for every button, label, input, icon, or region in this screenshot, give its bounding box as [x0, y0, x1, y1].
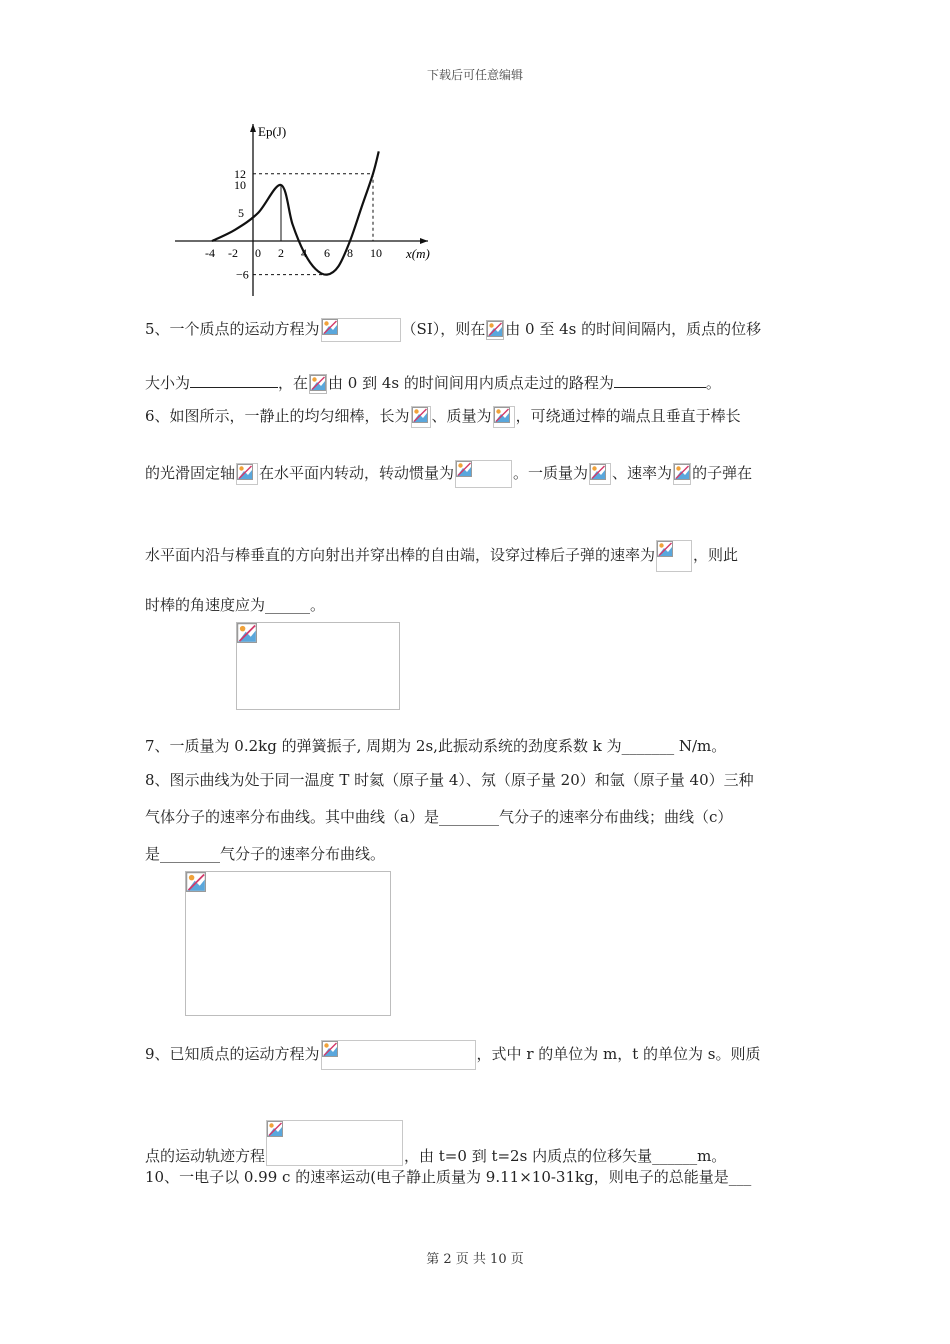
chart-x-label: x(m) — [406, 246, 430, 261]
q6-text-b: 、质量为 — [431, 407, 492, 425]
q9-line-2 — [145, 1120, 726, 1166]
formula-image — [236, 463, 258, 485]
q9-text-c: 点的运动轨迹方程 — [145, 1147, 266, 1165]
q10-line: 10、一电子以 0.99 c 的速率运动(电子静止质量为 9.11×10-31kg，则电子的总能量是___ — [145, 1168, 752, 1186]
q5-text-b: （SI），则在 — [401, 320, 486, 338]
q8-line-3: 是________气分子的速率分布曲线。 — [145, 845, 386, 863]
formula-image — [493, 406, 515, 428]
q5-line-1 — [145, 318, 761, 342]
formula-image — [673, 463, 691, 485]
image-placeholder-icon — [237, 464, 253, 480]
y-tick-label: −6 — [236, 267, 249, 282]
x-tick-label: 10 — [370, 246, 382, 260]
x-tick-label: 2 — [278, 246, 284, 260]
image-placeholder-icon — [186, 872, 206, 892]
image-placeholder-icon — [487, 321, 503, 337]
image-placeholder-icon — [657, 541, 673, 557]
page-header: 下载后可任意编辑 — [426, 68, 523, 82]
q6-line-2 — [145, 460, 752, 488]
x-tick-label: 4 — [301, 246, 307, 260]
y-tick-label: 5 — [238, 206, 244, 220]
q6-text-h: 的子弹在 — [692, 464, 753, 482]
formula-image — [486, 320, 504, 340]
formula-image — [455, 460, 512, 488]
q5-text-e: ，在 — [278, 374, 309, 392]
formula-image — [589, 463, 611, 485]
q6-line-3 — [145, 540, 738, 572]
q8-line-1: 8、图示曲线为处于同一温度 T 时氦（原子量 4）、氖（原子量 20）和氩（原子量 40）三种 — [145, 771, 754, 789]
q9-text-b: ，式中 r 的单位为 m，t 的单位为 s。则质 — [476, 1045, 761, 1063]
formula-image — [656, 540, 692, 572]
chart-y-ticks — [234, 167, 249, 282]
image-placeholder-icon — [412, 407, 428, 423]
x-axis-arrow — [420, 238, 428, 244]
q5-text-c: 由 0 至 4s 的时间间隔内，质点的位移 — [505, 320, 762, 338]
q5-text-f: 由 0 到 4s 的时间间用内质点走过的路程为 — [328, 374, 614, 392]
q6-text-c: ，可绕通过棒的端点且垂直于棒长 — [515, 407, 741, 425]
image-placeholder-icon — [322, 1041, 338, 1057]
x-tick-label: -4 — [205, 246, 215, 260]
q5-line-2 — [145, 372, 721, 394]
page-footer: 第 2 页 共 10 页 — [426, 1252, 524, 1267]
q6-text-e: 在水平面内转动，转动惯量为 — [259, 464, 455, 482]
formula-image — [321, 1040, 476, 1070]
y-tick-label: 12 — [234, 166, 246, 181]
q6-line-4: 时棒的角速度应为______。 — [145, 596, 326, 614]
formula-image — [411, 406, 431, 428]
q6-text-a: 6、如图所示，一静止的均匀细棒，长为 — [145, 407, 410, 425]
formula-image — [266, 1120, 403, 1166]
image-placeholder-icon — [237, 623, 257, 643]
chart-y-label: Ep(J) — [258, 124, 287, 139]
formula-image — [321, 318, 401, 342]
speed-distribution-figure-image — [185, 871, 391, 1016]
q8-line-2: 气体分子的速率分布曲线。其中曲线（a）是________气分子的速率分布曲线；曲线（c） — [145, 808, 733, 826]
chart-x-ticks — [205, 246, 382, 260]
image-placeholder-icon — [310, 375, 326, 391]
q6-text-j: ，则此 — [693, 546, 739, 564]
image-placeholder-icon — [674, 464, 690, 480]
image-placeholder-icon — [456, 461, 472, 477]
image-placeholder-icon — [494, 407, 510, 423]
q6-text-i: 水平面内沿与棒垂直的方向射出并穿出棒的自由端，设穿过棒后子弹的速率为 — [145, 546, 656, 564]
q6-text-f: 。一质量为 — [513, 464, 589, 482]
chart-axes — [175, 124, 428, 296]
y-axis-arrow — [250, 124, 256, 132]
image-placeholder-icon — [590, 464, 606, 480]
image-placeholder-icon — [267, 1121, 283, 1137]
q9-text-a: 9、已知质点的运动方程为 — [145, 1045, 320, 1063]
x-tick-label: 0 — [255, 246, 261, 260]
q5-text-a: 5、一个质点的运动方程为 — [145, 320, 320, 338]
answer-blank — [190, 373, 278, 388]
potential-energy-chart — [170, 118, 440, 300]
rod-figure-image — [236, 622, 400, 710]
q9-line-1 — [145, 1040, 761, 1070]
answer-blank — [614, 373, 706, 388]
x-tick-label: 8 — [347, 246, 353, 260]
formula-image — [309, 374, 327, 394]
x-tick-label: -2 — [228, 246, 238, 260]
q6-text-g: 、速率为 — [612, 464, 673, 482]
y-tick-label: 10 — [234, 178, 246, 192]
q9-text-d: ，由 t=0 到 t=2s 内质点的位移矢量______m。 — [404, 1147, 727, 1165]
q7-line: 7、一质量为 0.2kg 的弹簧振子, 周期为 2s,此振动系统的劲度系数 k 为_______ N/m。 — [145, 737, 727, 755]
q6-line-1 — [145, 405, 741, 428]
x-tick-label: 6 — [324, 246, 330, 260]
q5-text-d: 大小为 — [145, 374, 191, 392]
image-placeholder-icon — [322, 319, 338, 335]
q6-text-d: 的光滑固定轴 — [145, 464, 236, 482]
q5-text-g: 。 — [705, 374, 721, 392]
